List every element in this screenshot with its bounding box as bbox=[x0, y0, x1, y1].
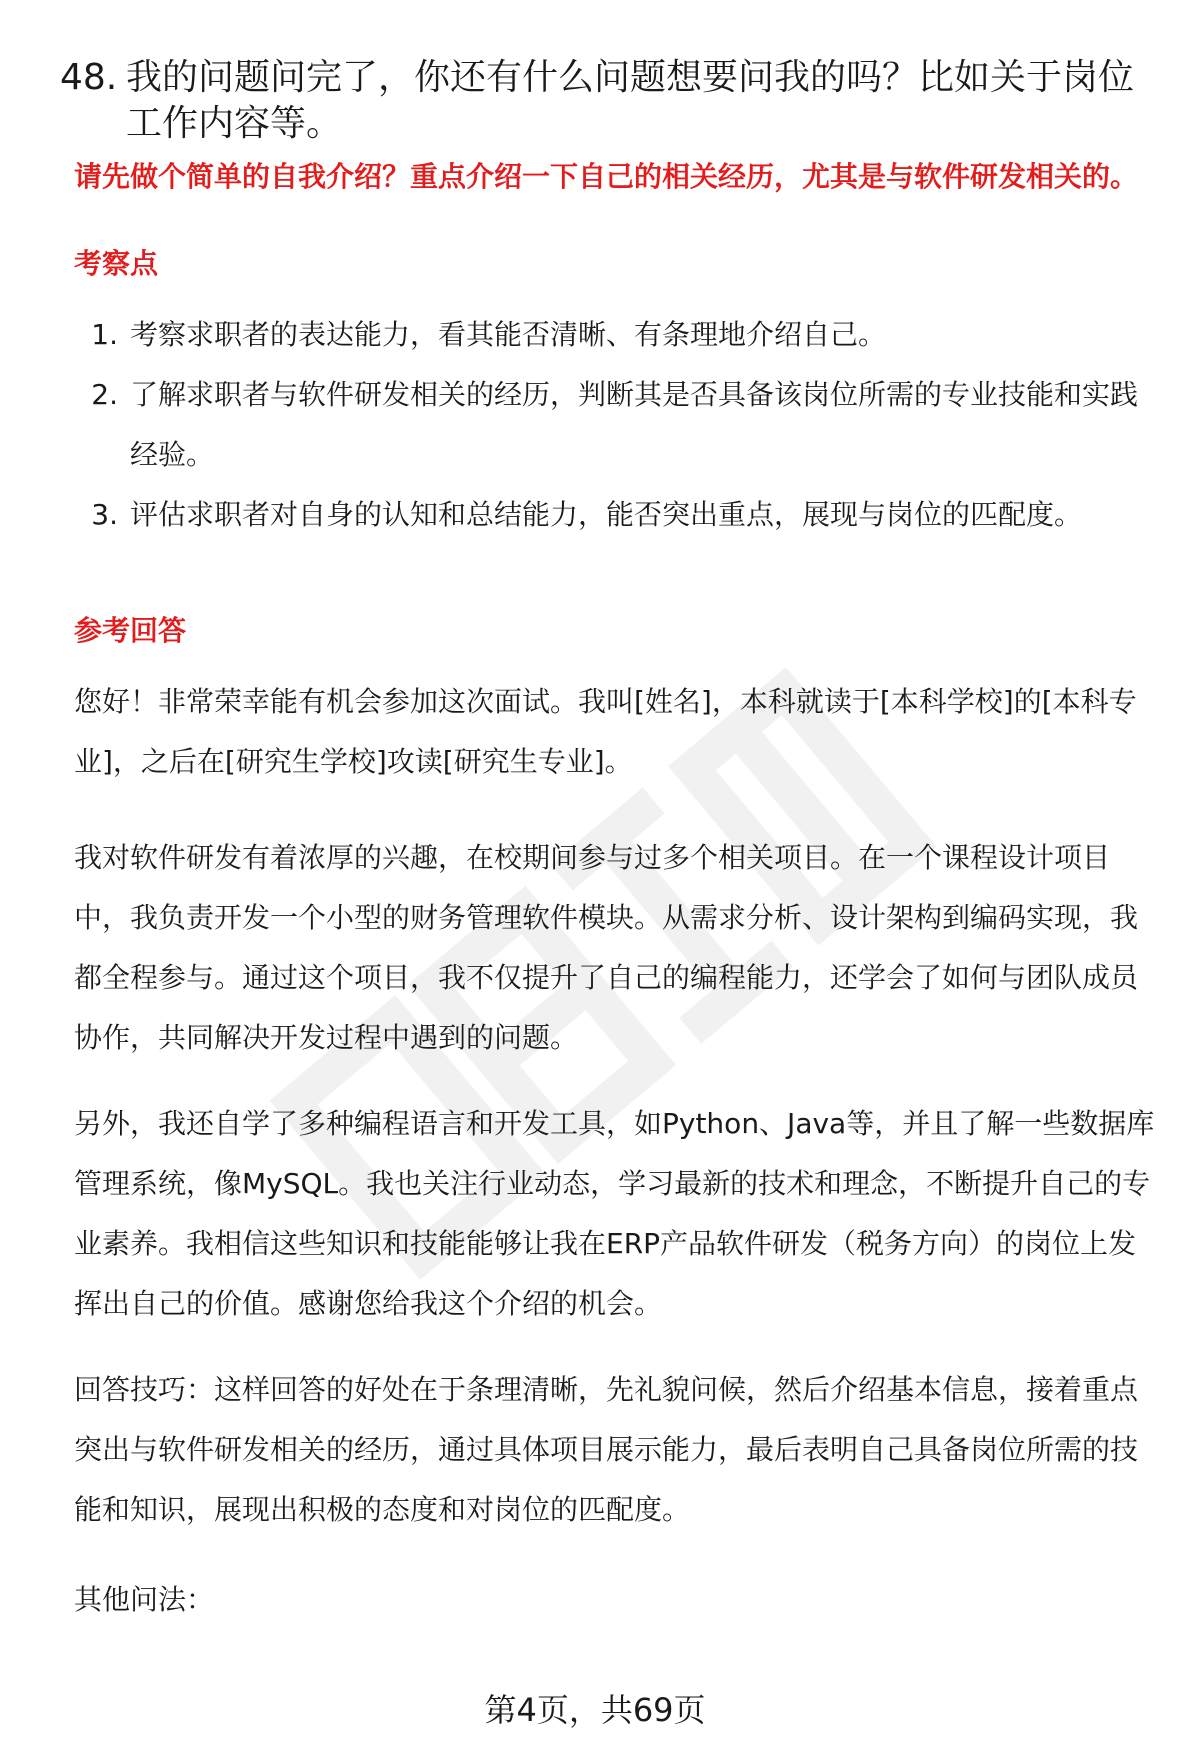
list-item-text: 考察求职者的表达能力，看其能否清晰、有条理地介绍自己。 bbox=[130, 318, 887, 351]
list-item bbox=[74, 365, 1164, 485]
page-footer: 第4页，共69页 bbox=[484, 1691, 706, 1729]
focus-list bbox=[74, 305, 1164, 545]
question-heading bbox=[60, 55, 1150, 147]
section-question: 请先做个简单的自我介绍？重点介绍一下自己的相关经历，尤其是与软件研发相关的。 bbox=[74, 160, 1139, 193]
list-item-number: 1. bbox=[91, 318, 118, 351]
answer-paragraph-skills: 另外，我还自学了多种编程语言和开发工具，如Python、Java等，并且了解一些数据库管理系统，像MySQL。我也关注行业动态，学习最新的技术和理念，不断提升自己的专业素养。我相信这些知识和技能能够让我在ERP产品软件研发（税务方向）的岗位上发挥出自己的价值。感谢您给我这个介绍的机会。 bbox=[74, 1107, 1155, 1320]
list-item-number: 3. bbox=[91, 498, 118, 531]
list-item-text: 评估求职者对自身的认知和总结能力，能否突出重点，展现与岗位的匹配度。 bbox=[130, 498, 1083, 531]
list-item bbox=[74, 305, 1164, 365]
answer-paragraph-intro: 您好！非常荣幸能有机会参加这次面试。我叫[姓名]，本科就读于[本科学校]的[本科专业]，之后在[研究生学校]攻读[研究生专业]。 bbox=[74, 685, 1137, 778]
answer-paragraph-experience: 我对软件研发有着浓厚的兴趣，在校期间参与过多个相关项目。在一个课程设计项目中，我负责开发一个小型的财务管理软件模块。从需求分析、设计架构到编码实现，我都全程参与。通过这个项目，我不仅提升了自己的编程能力，还学会了如何与团队成员协作，共同解决开发过程中遇到的问题。 bbox=[74, 841, 1139, 1054]
answer-heading: 参考回答 bbox=[74, 614, 187, 647]
list-item bbox=[74, 485, 1164, 545]
question-number: 48. bbox=[60, 57, 118, 98]
other-questions-label: 其他问法： bbox=[74, 1583, 215, 1616]
list-item-number: 2. bbox=[91, 378, 118, 411]
list-item-text: 了解求职者与软件研发相关的经历，判断其是否具备该岗位所需的专业技能和实践经验。 bbox=[130, 378, 1139, 471]
question-text: 我的问题问完了，你还有什么问题想要问我的吗？比如关于岗位工作内容等。 bbox=[126, 57, 1135, 144]
focus-heading: 考察点 bbox=[74, 247, 159, 280]
answer-tips: 回答技巧：这样回答的好处在于条理清晰，先礼貌问候，然后介绍基本信息，接着重点突出与软件研发相关的经历，通过具体项目展示能力，最后表明自己具备岗位所需的技能和知识，展现出积极的态度和对岗位的匹配度。 bbox=[74, 1373, 1139, 1526]
